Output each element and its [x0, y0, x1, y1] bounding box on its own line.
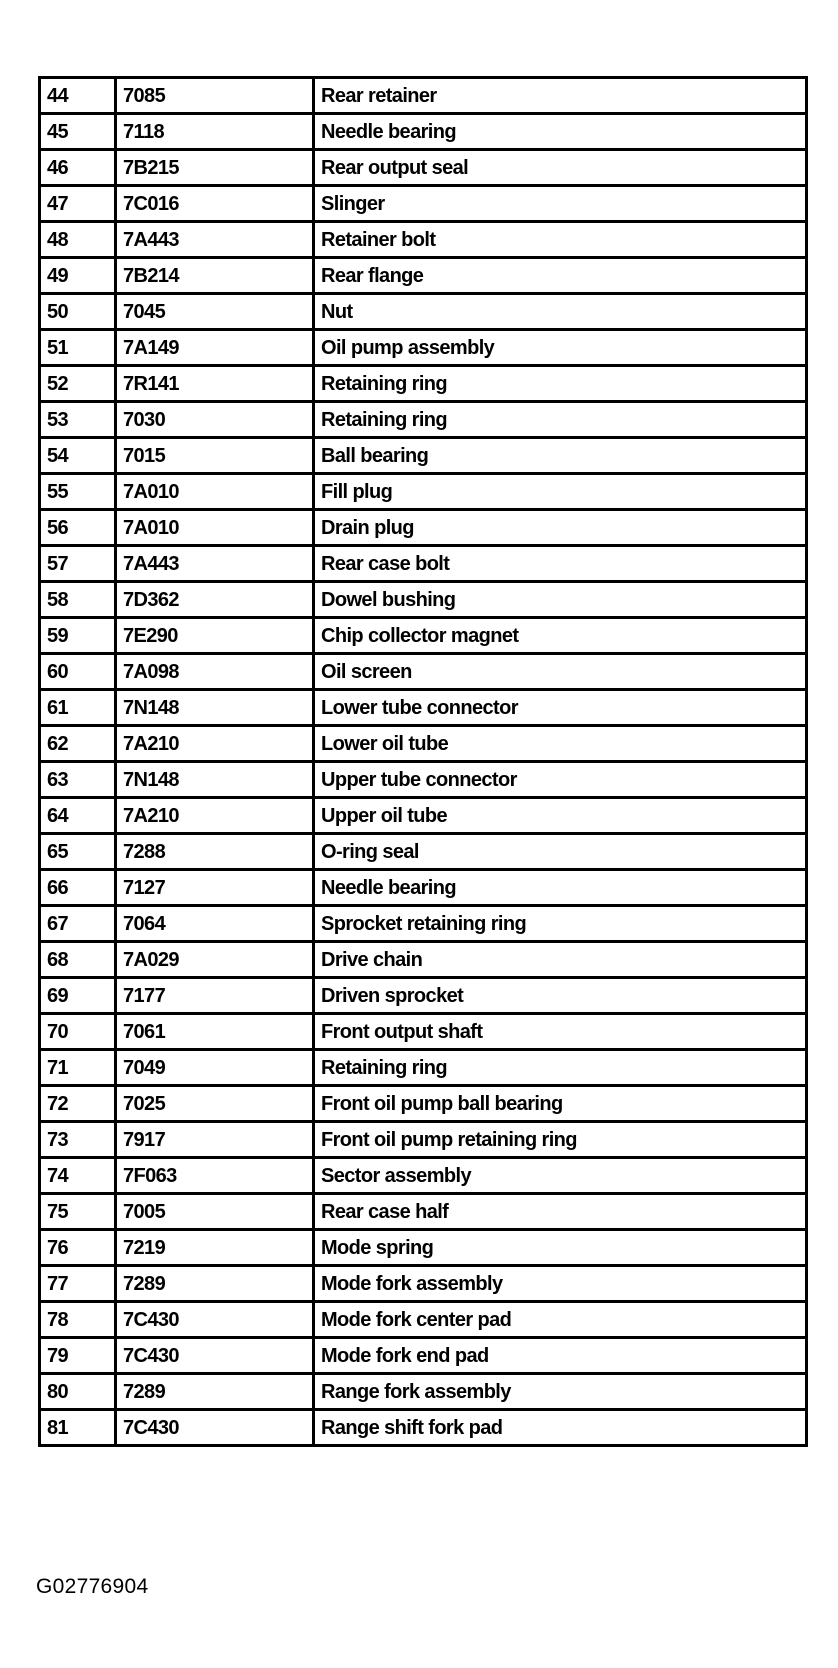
item-number-cell: 77 — [40, 1266, 116, 1302]
table-row — [40, 510, 807, 546]
table-row — [40, 870, 807, 906]
part-number-cell: 7N148 — [116, 762, 314, 798]
description-cell: Needle bearing — [314, 114, 807, 150]
description-cell: Rear retainer — [314, 78, 807, 114]
item-number-cell: 45 — [40, 114, 116, 150]
item-number-cell: 65 — [40, 834, 116, 870]
item-number-cell: 55 — [40, 474, 116, 510]
table-row — [40, 762, 807, 798]
description-cell: Upper oil tube — [314, 798, 807, 834]
part-number-cell: 7C430 — [116, 1302, 314, 1338]
item-number-cell: 62 — [40, 726, 116, 762]
part-number-cell: 7B215 — [116, 150, 314, 186]
part-number-cell: 7B214 — [116, 258, 314, 294]
description-cell: Rear flange — [314, 258, 807, 294]
item-number-cell: 56 — [40, 510, 116, 546]
item-number-cell: 52 — [40, 366, 116, 402]
part-number-cell: 7289 — [116, 1266, 314, 1302]
part-number-cell: 7E290 — [116, 618, 314, 654]
table-row — [40, 798, 807, 834]
part-number-cell: 7A443 — [116, 546, 314, 582]
table-row — [40, 366, 807, 402]
description-cell: Ball bearing — [314, 438, 807, 474]
part-number-cell: 7005 — [116, 1194, 314, 1230]
description-cell: Upper tube connector — [314, 762, 807, 798]
item-number-cell: 67 — [40, 906, 116, 942]
description-cell: Chip collector magnet — [314, 618, 807, 654]
description-cell: Lower tube connector — [314, 690, 807, 726]
part-number-cell: 7A098 — [116, 654, 314, 690]
description-cell: Retaining ring — [314, 1050, 807, 1086]
table-row — [40, 1374, 807, 1410]
table-row — [40, 186, 807, 222]
table-row — [40, 1410, 807, 1446]
item-number-cell: 44 — [40, 78, 116, 114]
description-cell: Rear case bolt — [314, 546, 807, 582]
item-number-cell: 49 — [40, 258, 116, 294]
description-cell: Mode fork assembly — [314, 1266, 807, 1302]
table-row — [40, 690, 807, 726]
part-number-cell: 7A443 — [116, 222, 314, 258]
part-number-cell: 7A029 — [116, 942, 314, 978]
item-number-cell: 64 — [40, 798, 116, 834]
description-cell: Range fork assembly — [314, 1374, 807, 1410]
item-number-cell: 73 — [40, 1122, 116, 1158]
description-cell: Rear output seal — [314, 150, 807, 186]
parts-table — [38, 76, 808, 1447]
part-number-cell: 7030 — [116, 402, 314, 438]
table-row — [40, 1338, 807, 1374]
description-cell: Retaining ring — [314, 366, 807, 402]
table-row — [40, 1122, 807, 1158]
table-row — [40, 1086, 807, 1122]
part-number-cell: 7015 — [116, 438, 314, 474]
description-cell: Range shift fork pad — [314, 1410, 807, 1446]
part-number-cell: 7045 — [116, 294, 314, 330]
description-cell: Drain plug — [314, 510, 807, 546]
item-number-cell: 47 — [40, 186, 116, 222]
table-row — [40, 942, 807, 978]
item-number-cell: 59 — [40, 618, 116, 654]
table-row — [40, 330, 807, 366]
part-number-cell: 7064 — [116, 906, 314, 942]
item-number-cell: 78 — [40, 1302, 116, 1338]
item-number-cell: 54 — [40, 438, 116, 474]
table-row — [40, 1194, 807, 1230]
item-number-cell: 46 — [40, 150, 116, 186]
description-cell: Front oil pump ball bearing — [314, 1086, 807, 1122]
part-number-cell: 7118 — [116, 114, 314, 150]
table-row — [40, 1158, 807, 1194]
part-number-cell: 7A210 — [116, 726, 314, 762]
description-cell: Mode fork end pad — [314, 1338, 807, 1374]
table-row — [40, 258, 807, 294]
table-row — [40, 438, 807, 474]
part-number-cell: 7C016 — [116, 186, 314, 222]
description-cell: Sprocket retaining ring — [314, 906, 807, 942]
item-number-cell: 74 — [40, 1158, 116, 1194]
description-cell: Oil screen — [314, 654, 807, 690]
table-row — [40, 1050, 807, 1086]
description-cell: O-ring seal — [314, 834, 807, 870]
table-row — [40, 654, 807, 690]
table-row — [40, 906, 807, 942]
item-number-cell: 51 — [40, 330, 116, 366]
item-number-cell: 68 — [40, 942, 116, 978]
description-cell: Fill plug — [314, 474, 807, 510]
part-number-cell: 7A149 — [116, 330, 314, 366]
item-number-cell: 81 — [40, 1410, 116, 1446]
table-row — [40, 834, 807, 870]
part-number-cell: 7R141 — [116, 366, 314, 402]
table-row — [40, 150, 807, 186]
table-row — [40, 402, 807, 438]
parts-table-body — [40, 78, 807, 1446]
part-number-cell: 7D362 — [116, 582, 314, 618]
description-cell: Retainer bolt — [314, 222, 807, 258]
description-cell: Drive chain — [314, 942, 807, 978]
part-number-cell: 7025 — [116, 1086, 314, 1122]
description-cell: Mode fork center pad — [314, 1302, 807, 1338]
table-row — [40, 114, 807, 150]
description-cell: Oil pump assembly — [314, 330, 807, 366]
figure-id: G02776904 — [36, 1575, 149, 1598]
description-cell: Needle bearing — [314, 870, 807, 906]
part-number-cell: 7F063 — [116, 1158, 314, 1194]
item-number-cell: 61 — [40, 690, 116, 726]
item-number-cell: 72 — [40, 1086, 116, 1122]
part-number-cell: 7A010 — [116, 474, 314, 510]
part-number-cell: 7289 — [116, 1374, 314, 1410]
item-number-cell: 75 — [40, 1194, 116, 1230]
part-number-cell: 7C430 — [116, 1410, 314, 1446]
table-row — [40, 618, 807, 654]
part-number-cell: 7085 — [116, 78, 314, 114]
item-number-cell: 48 — [40, 222, 116, 258]
table-row — [40, 546, 807, 582]
item-number-cell: 53 — [40, 402, 116, 438]
item-number-cell: 60 — [40, 654, 116, 690]
part-number-cell: 7219 — [116, 1230, 314, 1266]
item-number-cell: 76 — [40, 1230, 116, 1266]
table-row — [40, 1014, 807, 1050]
part-number-cell: 7A010 — [116, 510, 314, 546]
table-row — [40, 294, 807, 330]
description-cell: Front output shaft — [314, 1014, 807, 1050]
part-number-cell: 7917 — [116, 1122, 314, 1158]
description-cell: Front oil pump retaining ring — [314, 1122, 807, 1158]
part-number-cell: 7061 — [116, 1014, 314, 1050]
description-cell: Lower oil tube — [314, 726, 807, 762]
description-cell: Mode spring — [314, 1230, 807, 1266]
table-row — [40, 1230, 807, 1266]
description-cell: Slinger — [314, 186, 807, 222]
description-cell: Dowel bushing — [314, 582, 807, 618]
description-cell: Nut — [314, 294, 807, 330]
item-number-cell: 66 — [40, 870, 116, 906]
item-number-cell: 50 — [40, 294, 116, 330]
table-row — [40, 1266, 807, 1302]
item-number-cell: 71 — [40, 1050, 116, 1086]
item-number-cell: 79 — [40, 1338, 116, 1374]
part-number-cell: 7177 — [116, 978, 314, 1014]
part-number-cell: 7049 — [116, 1050, 314, 1086]
description-cell: Retaining ring — [314, 402, 807, 438]
table-row — [40, 978, 807, 1014]
table-row — [40, 582, 807, 618]
part-number-cell: 7A210 — [116, 798, 314, 834]
item-number-cell: 70 — [40, 1014, 116, 1050]
description-cell: Sector assembly — [314, 1158, 807, 1194]
item-number-cell: 63 — [40, 762, 116, 798]
table-row — [40, 726, 807, 762]
part-number-cell: 7N148 — [116, 690, 314, 726]
item-number-cell: 80 — [40, 1374, 116, 1410]
part-number-cell: 7127 — [116, 870, 314, 906]
item-number-cell: 69 — [40, 978, 116, 1014]
table-row — [40, 1302, 807, 1338]
part-number-cell: 7C430 — [116, 1338, 314, 1374]
table-row — [40, 474, 807, 510]
description-cell: Rear case half — [314, 1194, 807, 1230]
description-cell: Driven sprocket — [314, 978, 807, 1014]
table-row — [40, 78, 807, 114]
item-number-cell: 58 — [40, 582, 116, 618]
part-number-cell: 7288 — [116, 834, 314, 870]
table-row — [40, 222, 807, 258]
item-number-cell: 57 — [40, 546, 116, 582]
